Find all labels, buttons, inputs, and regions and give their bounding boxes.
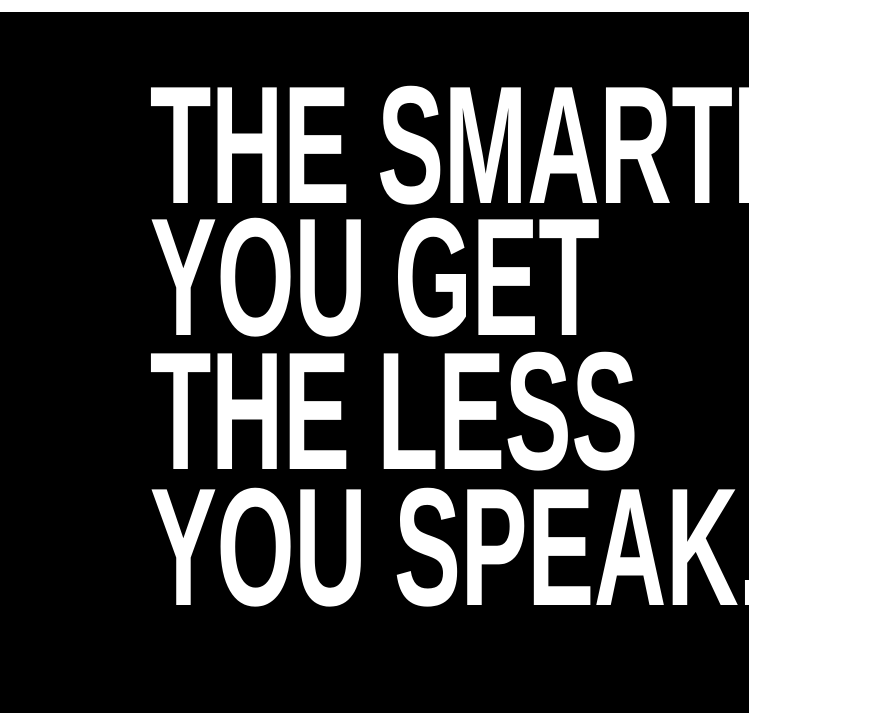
quote-line-4: YOU SPEAK. — [149, 453, 766, 641]
quote-line-3: THE LESS — [149, 317, 638, 505]
quote-line-2: YOU GET — [149, 183, 600, 371]
quote-line-1: THE SMARTER — [149, 51, 871, 239]
quote-text — [0, 12, 871, 713]
quote-card — [0, 12, 871, 713]
